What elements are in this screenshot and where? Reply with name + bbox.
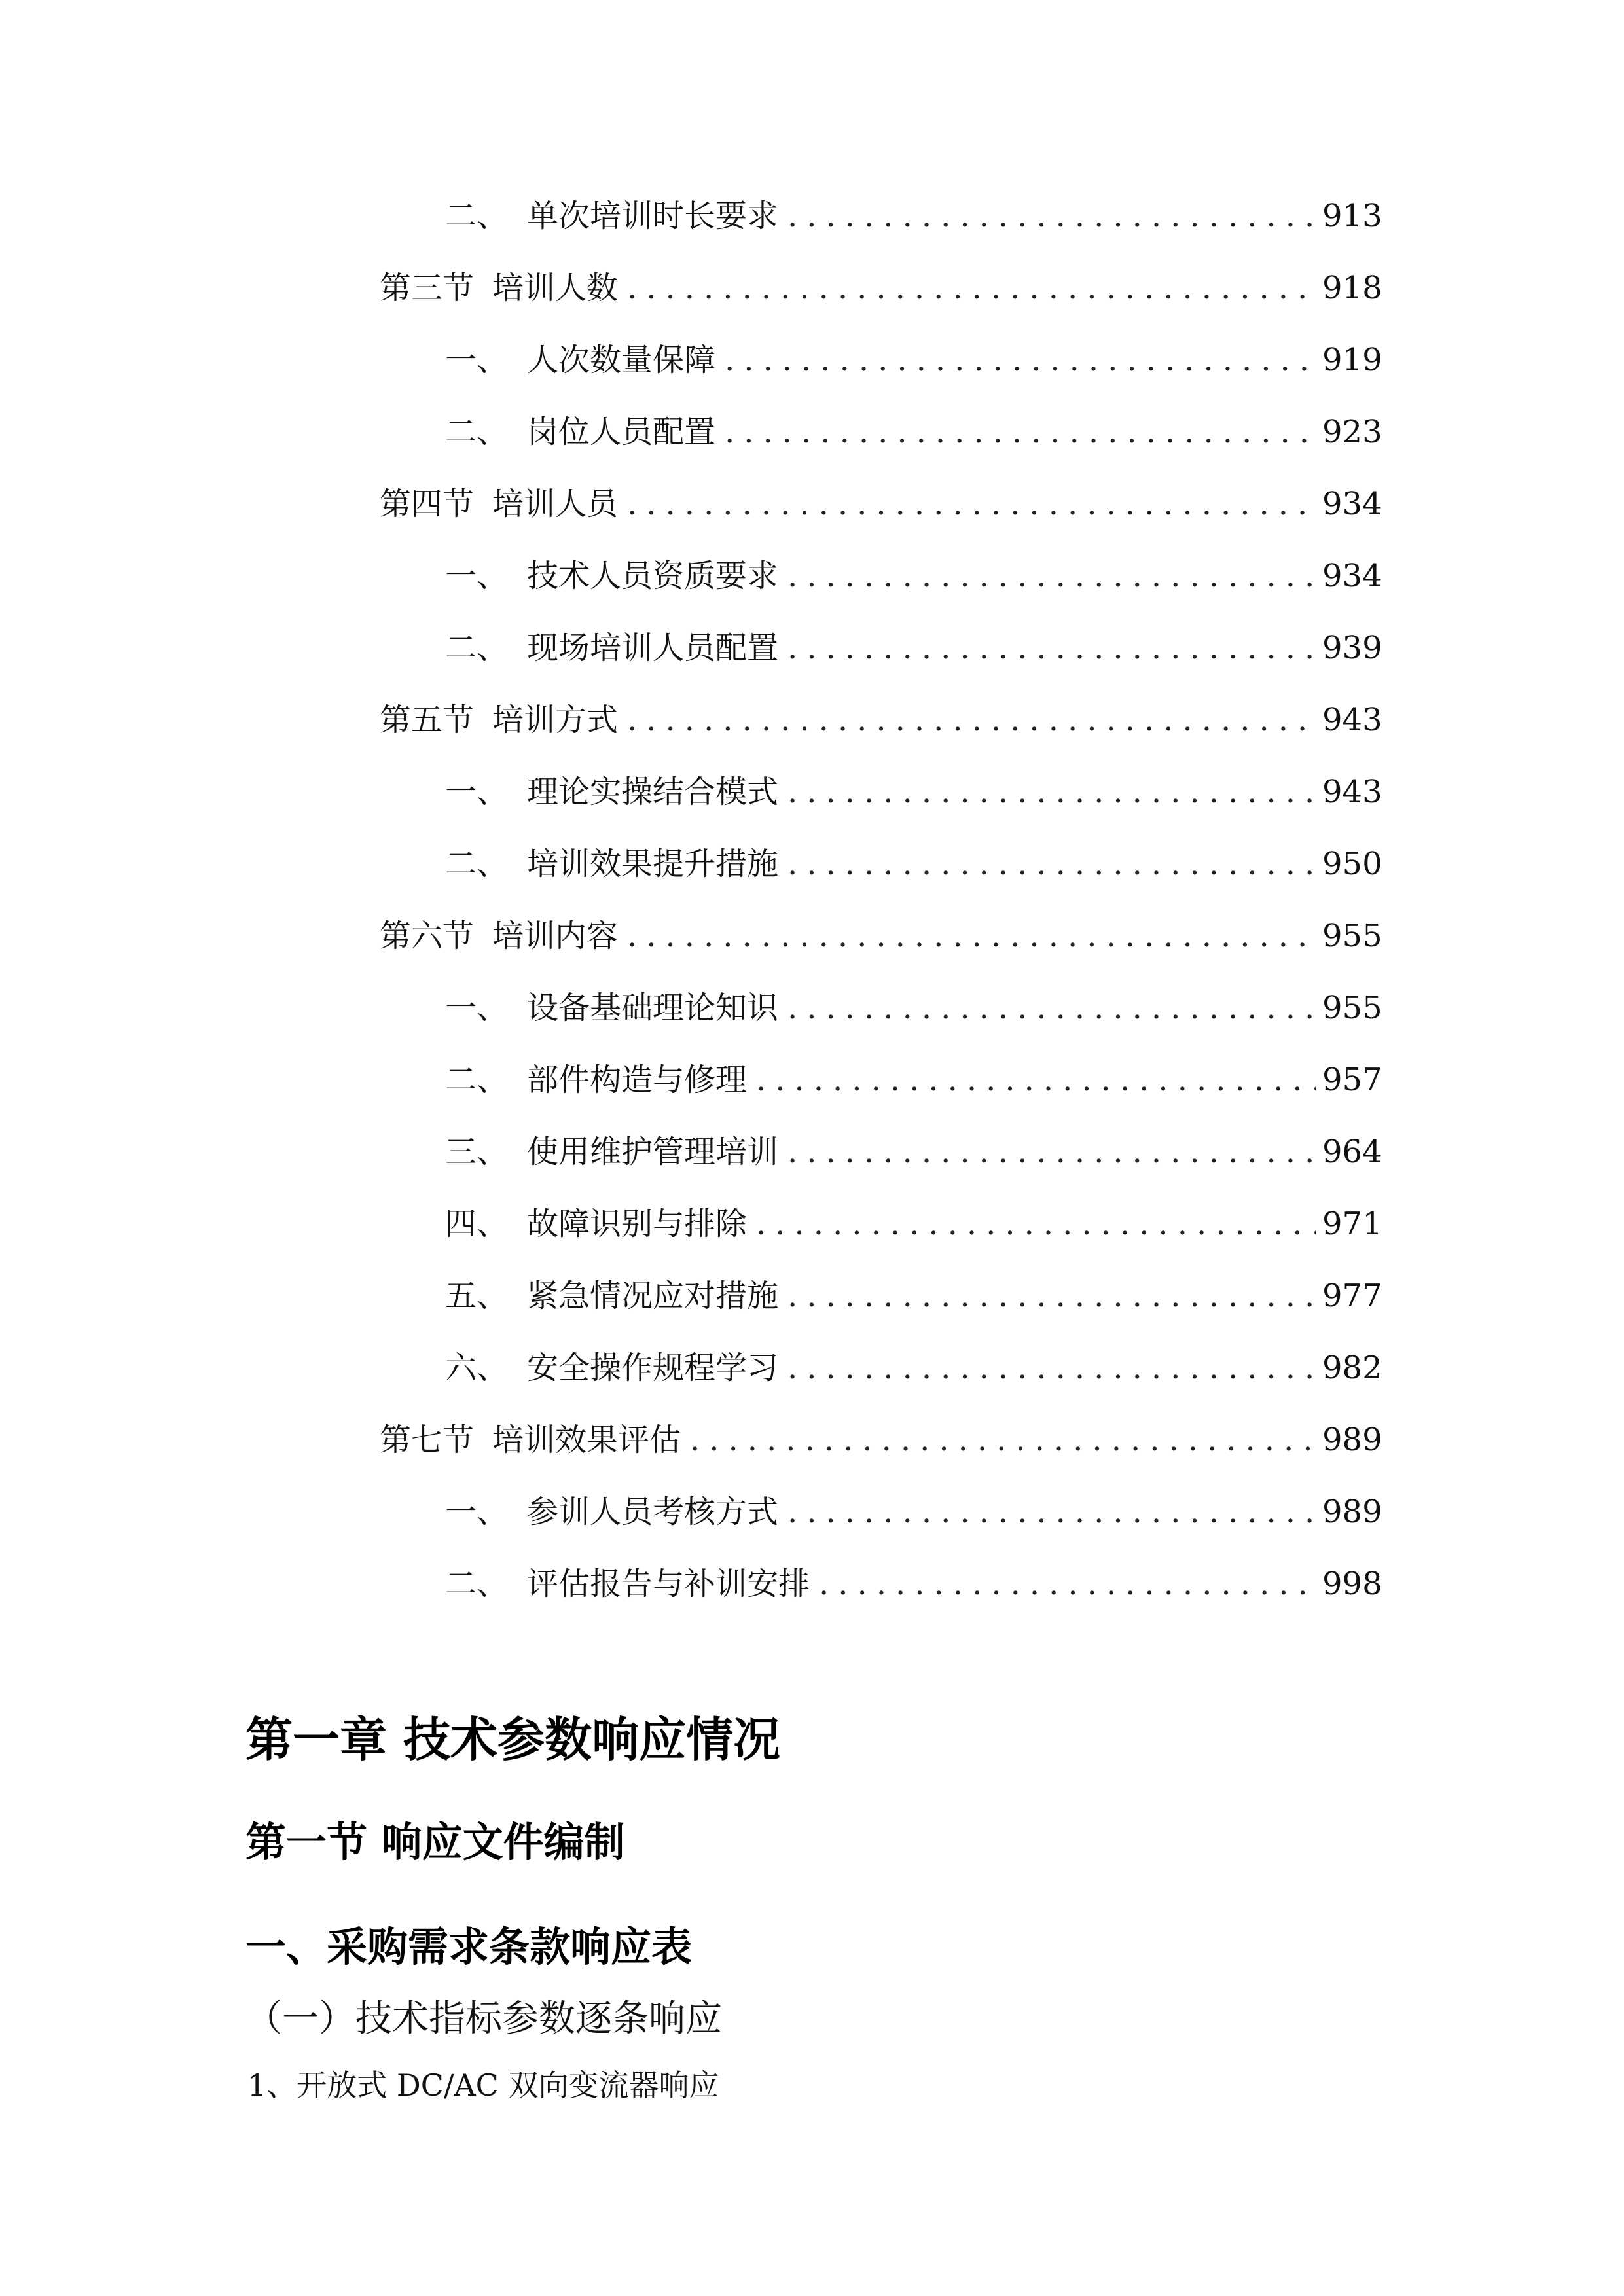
toc-entry-page-number: 989 <box>1322 1494 1382 1530</box>
toc-entry-title: 紧急情况应对措施 <box>527 1278 779 1314</box>
toc-entry-page-number: 934 <box>1322 486 1382 522</box>
toc-dot-leader <box>627 910 1316 962</box>
toc-entry-section: 第四节 <box>380 486 475 522</box>
toc-entry-number: 二、 <box>445 414 509 450</box>
toc-entry-title: 故障识别与排除 <box>527 1206 748 1242</box>
toc-entry-page-number: 955 <box>1322 918 1382 954</box>
subsection-heading: 一、采购需求条款响应表 <box>245 1923 693 1971</box>
toc-entry[interactable] <box>445 1558 1381 1610</box>
toc-entry-title: 设备基础理论知识 <box>527 990 779 1026</box>
toc-entry-title: 使用维护管理培训 <box>527 1134 779 1170</box>
toc-dot-leader <box>787 1270 1316 1322</box>
toc-entry[interactable] <box>380 262 1381 314</box>
toc-entry[interactable] <box>445 406 1381 458</box>
toc-entry-page-number: 918 <box>1322 270 1382 306</box>
toc-dot-leader <box>725 334 1316 386</box>
toc-entry-title: 现场培训人员配置 <box>527 630 779 666</box>
toc-entry-page-number: 971 <box>1322 1206 1382 1242</box>
toc-entry-number: 六、 <box>445 1350 509 1386</box>
toc-entry[interactable] <box>445 550 1381 602</box>
toc-entry[interactable] <box>445 1054 1381 1106</box>
section-heading: 第一节 响应文件编制 <box>245 1818 625 1866</box>
toc-entry-number: 二、 <box>445 1566 509 1602</box>
toc-entry[interactable] <box>445 1342 1381 1394</box>
toc-entry-number: 一、 <box>445 990 509 1026</box>
toc-entry-title: 岗位人员配置 <box>527 414 716 450</box>
toc-entry-page-number: 982 <box>1322 1350 1382 1386</box>
toc-entry-number: 二、 <box>445 198 509 234</box>
toc-dot-leader <box>756 1054 1316 1106</box>
toc-entry[interactable] <box>380 478 1381 530</box>
toc-entry-number: 一、 <box>445 1494 509 1530</box>
toc-entry-title: 培训内容 <box>492 918 619 954</box>
toc-entry-page-number: 919 <box>1322 342 1382 378</box>
toc-dot-leader <box>819 1558 1316 1610</box>
toc-entry-title: 培训方式 <box>492 702 619 738</box>
toc-entry[interactable] <box>445 1126 1381 1178</box>
subitem-heading: 1、开放式 DC/AC 双向变流器响应 <box>247 2068 719 2103</box>
toc-entry-number: 二、 <box>445 846 509 882</box>
toc-entry[interactable] <box>445 190 1381 242</box>
toc-entry-page-number: 957 <box>1322 1062 1382 1098</box>
toc-entry-title: 理论实操结合模式 <box>527 774 779 810</box>
toc-dot-leader <box>787 550 1316 602</box>
toc-entry-number: 一、 <box>445 342 509 378</box>
toc-entry-title: 培训人数 <box>492 270 619 306</box>
toc-entry-page-number: 943 <box>1322 702 1382 738</box>
toc-entry-number: 一、 <box>445 558 509 594</box>
toc-entry-section: 第三节 <box>380 270 475 306</box>
toc-entry[interactable] <box>445 1486 1381 1538</box>
toc-entry-title: 评估报告与补训安排 <box>527 1566 810 1602</box>
toc-dot-leader <box>787 838 1316 890</box>
toc-dot-leader <box>690 1414 1316 1466</box>
toc-entry-page-number: 955 <box>1322 990 1382 1026</box>
toc-entry-number: 二、 <box>445 630 509 666</box>
toc-entry-title: 培训效果评估 <box>492 1422 681 1458</box>
toc-entry[interactable] <box>380 694 1381 746</box>
toc-entry-title: 单次培训时长要求 <box>527 198 779 234</box>
toc-entry[interactable] <box>380 910 1381 962</box>
item-heading: （一）技术指标参数逐条响应 <box>245 1998 722 2040</box>
toc-entry[interactable] <box>445 838 1381 890</box>
toc-entry-title: 人次数量保障 <box>527 342 716 378</box>
toc-entry-title: 技术人员资质要求 <box>527 558 779 594</box>
toc-entry[interactable] <box>380 1414 1381 1466</box>
toc-entry-section: 第六节 <box>380 918 475 954</box>
toc-entry-number: 一、 <box>445 774 509 810</box>
toc-entry-page-number: 989 <box>1322 1422 1382 1458</box>
toc-dot-leader <box>787 1486 1316 1538</box>
toc-entry-title: 安全操作规程学习 <box>527 1350 779 1386</box>
toc-entry-number: 四、 <box>445 1206 509 1242</box>
toc-dot-leader <box>787 1126 1316 1178</box>
toc-entry[interactable] <box>445 622 1381 674</box>
toc-entry-title: 培训人员 <box>492 486 619 522</box>
toc-entry-section: 第七节 <box>380 1422 475 1458</box>
toc-entry-number: 五、 <box>445 1278 509 1314</box>
toc-entry[interactable] <box>445 1270 1381 1322</box>
toc-entry-page-number: 939 <box>1322 630 1382 666</box>
toc-entry-page-number: 943 <box>1322 774 1382 810</box>
toc-entry[interactable] <box>445 1198 1381 1250</box>
toc-entry-page-number: 964 <box>1322 1134 1382 1170</box>
toc-entry-page-number: 913 <box>1322 198 1382 234</box>
toc-dot-leader <box>725 406 1316 458</box>
toc-dot-leader <box>787 622 1316 674</box>
toc-dot-leader <box>787 982 1316 1034</box>
toc-entry-title: 部件构造与修理 <box>527 1062 748 1098</box>
toc-dot-leader <box>627 478 1316 530</box>
toc-entry[interactable] <box>445 334 1381 386</box>
toc-dot-leader <box>787 766 1316 818</box>
toc-dot-leader <box>627 262 1316 314</box>
toc-entry-page-number: 923 <box>1322 414 1382 450</box>
toc-entry-number: 三、 <box>445 1134 509 1170</box>
toc-entry[interactable] <box>445 766 1381 818</box>
toc-dot-leader <box>627 694 1316 746</box>
toc-entry-title: 参训人员考核方式 <box>527 1494 779 1530</box>
toc-entry-page-number: 934 <box>1322 558 1382 594</box>
toc-entry-title: 培训效果提升措施 <box>527 846 779 882</box>
toc-dot-leader <box>787 190 1316 242</box>
toc-entry-page-number: 977 <box>1322 1278 1382 1314</box>
toc-dot-leader <box>787 1342 1316 1394</box>
toc-entry-page-number: 950 <box>1322 846 1382 882</box>
toc-dot-leader <box>756 1198 1316 1250</box>
toc-entry-page-number: 998 <box>1322 1566 1382 1602</box>
chapter-heading: 第一章 技术参数响应情况 <box>245 1712 781 1767</box>
toc-entry[interactable] <box>445 982 1381 1034</box>
toc-entry-section: 第五节 <box>380 702 475 738</box>
toc-entry-number: 二、 <box>445 1062 509 1098</box>
